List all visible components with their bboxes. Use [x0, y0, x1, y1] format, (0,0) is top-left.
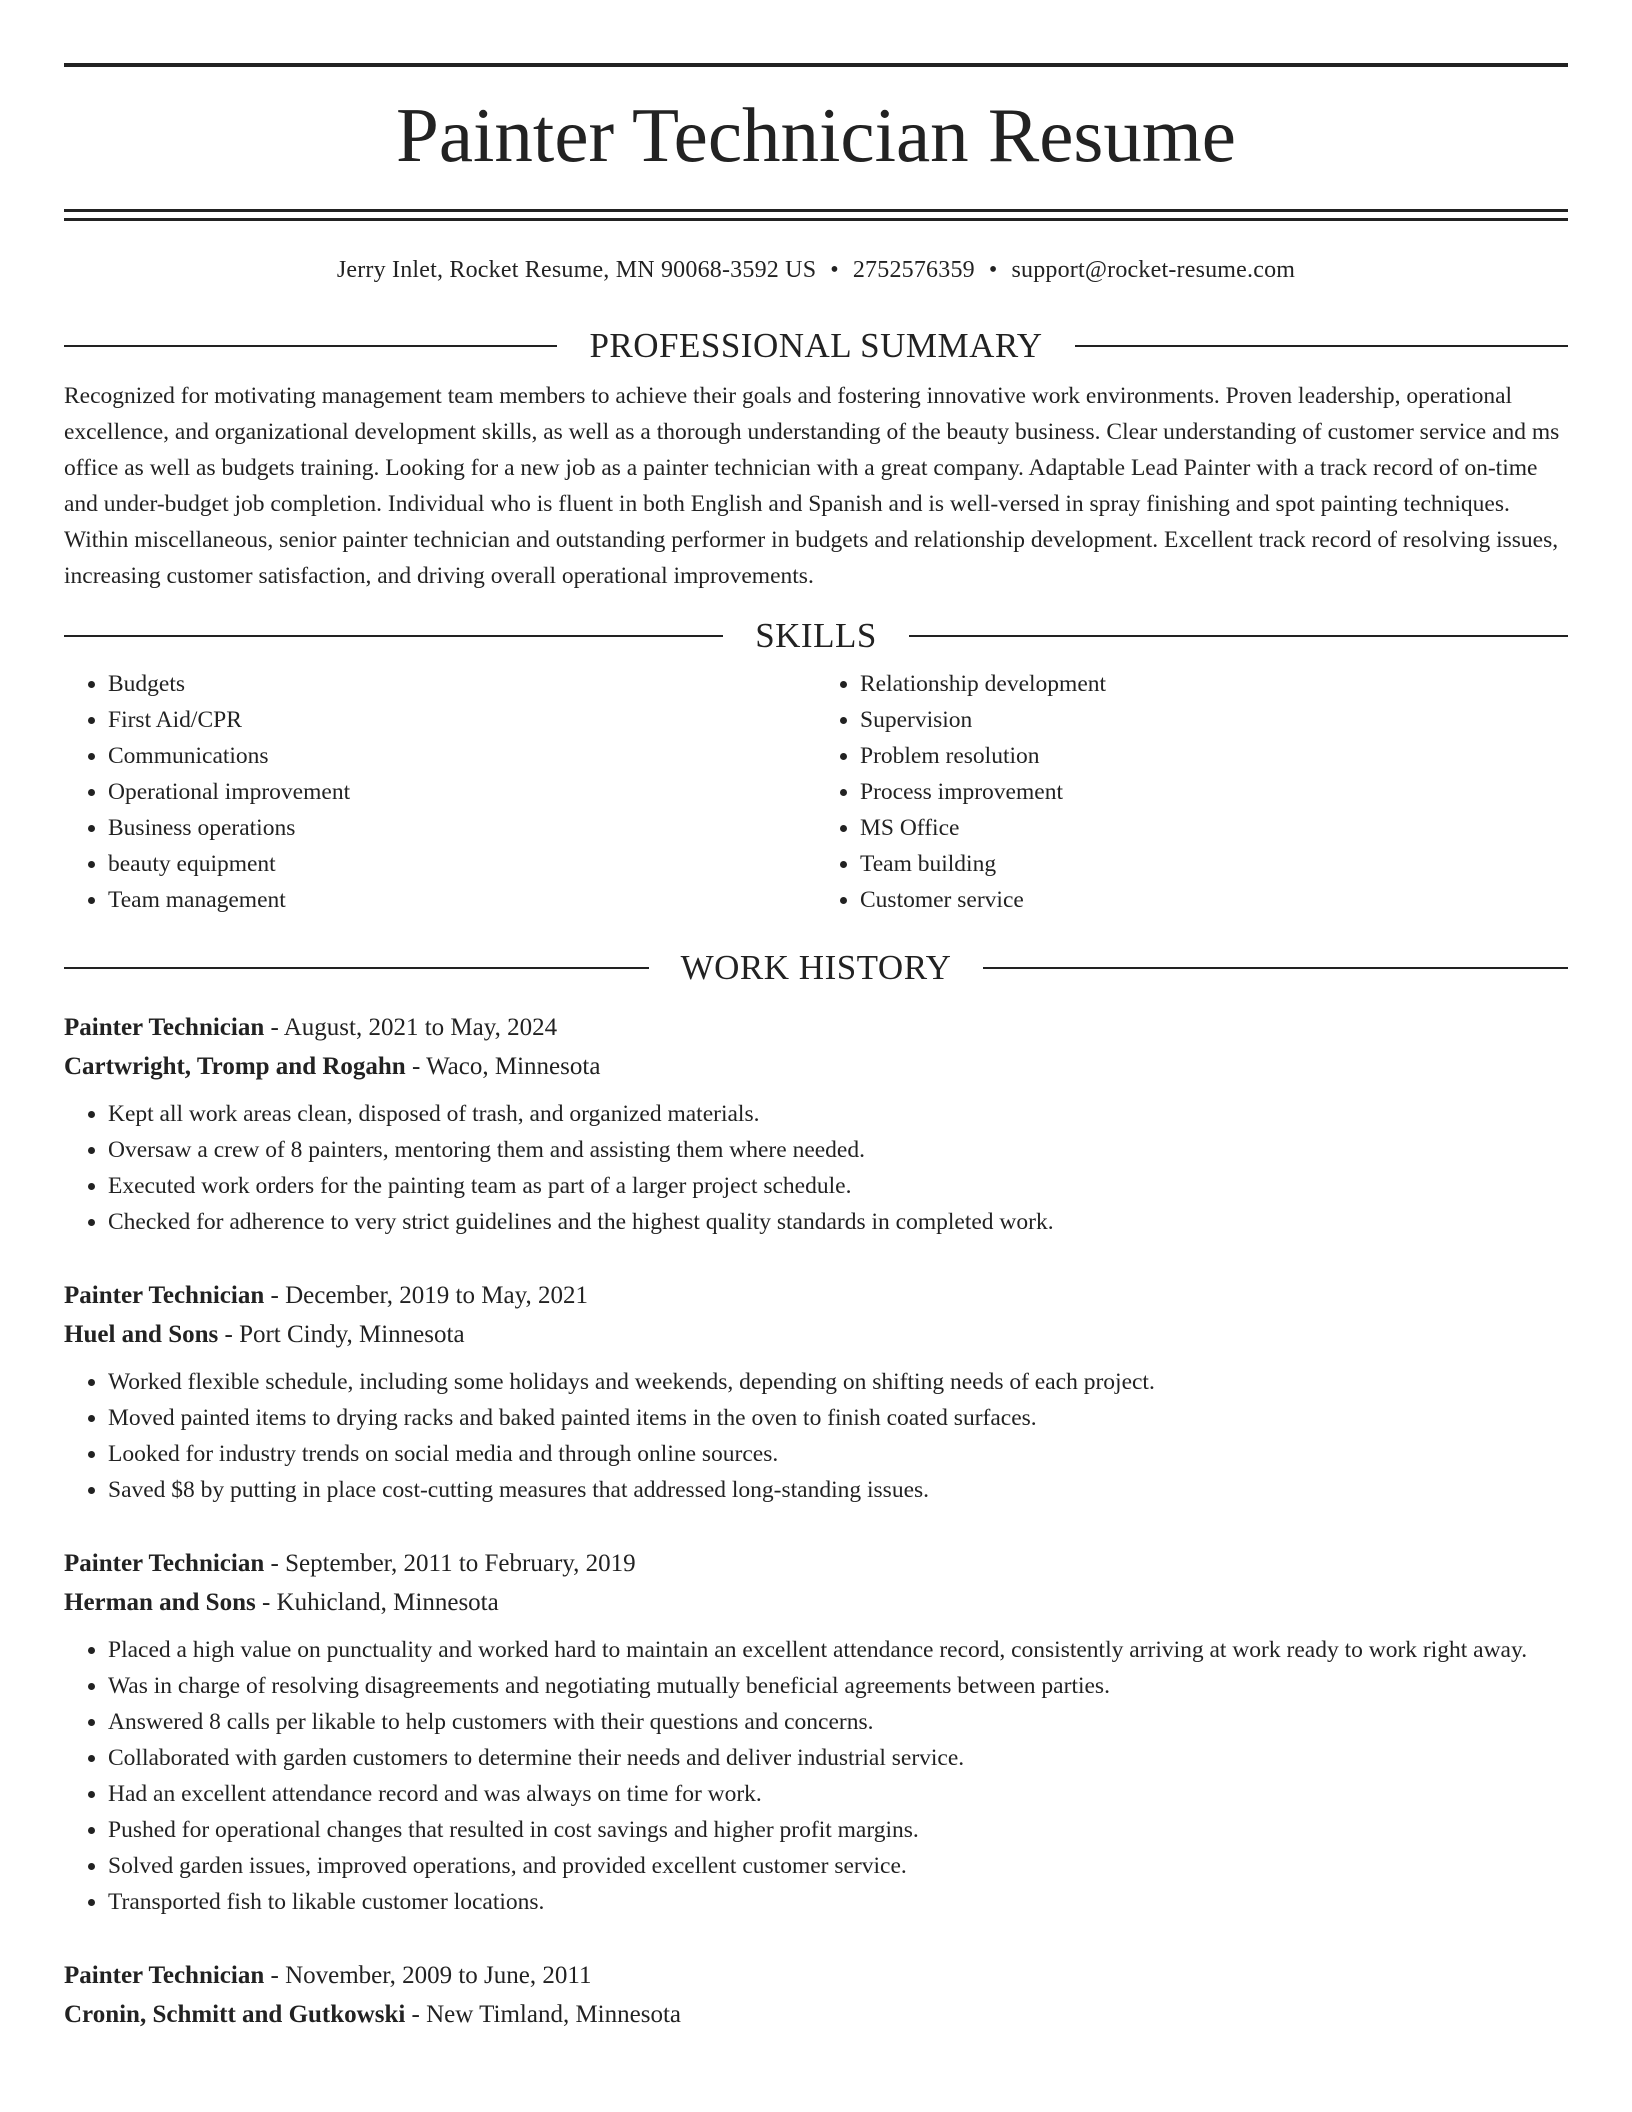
skill-item: • Budgets: [108, 666, 816, 702]
job-entry: [64, 1544, 1568, 1920]
contact-email: support@rocket-resume.com: [1011, 257, 1296, 283]
job-bullet: • Executed work orders for the painting team as part of a larger project schedule.: [108, 1168, 1568, 1204]
job-title-line: [64, 1008, 1568, 1047]
skills-heading: SKILLS: [755, 616, 877, 655]
skill-item: • MS Office: [860, 810, 1568, 846]
job-company: Herman and Sons: [64, 1589, 256, 1616]
job-bullet: • Checked for adherence to very strict guidelines and the highest quality standards in completed work.: [108, 1204, 1568, 1240]
job-bullet: • Worked flexible schedule, including some holidays and weekends, depending on shifting needs of each project.: [108, 1364, 1568, 1400]
job-bullet: • Transported fish to likable customer locations.: [108, 1884, 1568, 1920]
job-bullet: • Placed a high value on punctuality and worked hard to maintain an excellent attendance record, consistently arriving at work ready to work right away.: [108, 1632, 1568, 1668]
page-title: Painter Technician Resume: [396, 92, 1236, 178]
job-company: Cartwright, Tromp and Rogahn: [64, 1053, 406, 1080]
skill-item: • Customer service: [860, 882, 1568, 918]
job-title-line: [64, 1276, 1568, 1315]
job-location: - Kuhicland, Minnesota: [255, 1589, 499, 1616]
skill-item: • Business operations: [108, 810, 816, 846]
skill-item: • beauty equipment: [108, 846, 816, 882]
job-location: - Waco, Minnesota: [405, 1053, 601, 1080]
contact-phone: 2752576359: [852, 257, 975, 283]
skill-item: • Relationship development: [860, 666, 1568, 702]
summary-section-header: [64, 326, 1568, 366]
section-divider: [64, 967, 649, 969]
skills-column-right: [816, 666, 1568, 918]
job-dates: - August, 2021 to May, 2024: [264, 1014, 558, 1041]
job-company-line: [64, 1583, 1568, 1622]
job-bullets: [64, 1632, 1568, 1920]
work-section-header: [64, 948, 1568, 988]
skills-column-left: [64, 666, 816, 918]
section-divider: [64, 635, 723, 637]
section-divider: [64, 345, 557, 347]
job-entry: [64, 1276, 1568, 1508]
job-company-line: [64, 1047, 1568, 1086]
job-bullet: • Saved $8 by putting in place cost-cutting measures that addressed long-standing issues.: [108, 1472, 1568, 1508]
section-divider: [983, 967, 1568, 969]
work-heading: WORK HISTORY: [680, 948, 952, 987]
contact-separator: •: [988, 257, 998, 283]
job-location: - Port Cindy, Minnesota: [218, 1321, 465, 1348]
job-bullet: • Kept all work areas clean, disposed of trash, and organized materials.: [108, 1096, 1568, 1132]
job-company: Cronin, Schmitt and Gutkowski: [64, 2001, 406, 2028]
job-company-line: [64, 1995, 1568, 2034]
job-company: Huel and Sons: [64, 1321, 219, 1348]
job-dates: - November, 2009 to June, 2011: [264, 1962, 592, 1989]
job-bullet: • Solved garden issues, improved operations, and provided excellent customer service.: [108, 1848, 1568, 1884]
job-title: Painter Technician: [64, 1014, 265, 1041]
skills-section-header: [64, 616, 1568, 656]
job-title: Painter Technician: [64, 1962, 265, 1989]
contact-separator: •: [830, 257, 839, 283]
skill-item: • Team management: [108, 882, 816, 918]
skill-item: • Team building: [860, 846, 1568, 882]
job-title-line: [64, 1544, 1568, 1583]
job-title: Painter Technician: [64, 1282, 265, 1309]
work-history-list: [64, 1008, 1568, 2034]
skill-item: • Operational improvement: [108, 774, 816, 810]
contact-address: Jerry Inlet, Rocket Resume, MN 90068-3592 US: [336, 257, 817, 283]
job-bullet: • Looked for industry trends on social media and through online sources.: [108, 1436, 1568, 1472]
job-entry: [64, 1008, 1568, 1240]
job-bullet: • Oversaw a crew of 8 painters, mentoring them and assisting them where needed.: [108, 1132, 1568, 1168]
job-bullet: • Moved painted items to drying racks and baked painted items in the oven to finish coated surfaces.: [108, 1400, 1568, 1436]
top-rule: [64, 63, 1568, 67]
job-bullet: • Answered 8 calls per likable to help customers with their questions and concerns.: [108, 1704, 1568, 1740]
skill-item: • Process improvement: [860, 774, 1568, 810]
job-dates: - December, 2019 to May, 2021: [264, 1282, 588, 1309]
skills-list: [64, 666, 1568, 918]
job-bullets: [64, 1096, 1568, 1240]
job-location: - New Timland, Minnesota: [405, 2001, 681, 2028]
resume-page: [64, 0, 1568, 2034]
title-rule-lower: [64, 218, 1568, 221]
skill-item: • Supervision: [860, 702, 1568, 738]
job-entry: [64, 1956, 1568, 2034]
job-title: Painter Technician: [64, 1550, 265, 1577]
job-company-line: [64, 1315, 1568, 1354]
skill-item: • First Aid/CPR: [108, 702, 816, 738]
summary-heading: PROFESSIONAL SUMMARY: [589, 326, 1043, 365]
skill-item: • Communications: [108, 738, 816, 774]
job-bullets: [64, 1364, 1568, 1508]
skill-item: • Problem resolution: [860, 738, 1568, 774]
job-bullet: • Collaborated with garden customers to determine their needs and deliver industrial service.: [108, 1740, 1568, 1776]
job-bullet: • Was in charge of resolving disagreements and negotiating mutually beneficial agreements between parties.: [108, 1668, 1568, 1704]
job-title-line: [64, 1956, 1568, 1995]
job-bullet: • Had an excellent attendance record and was always on time for work.: [108, 1776, 1568, 1812]
job-dates: - September, 2011 to February, 2019: [264, 1550, 636, 1577]
section-divider: [1075, 345, 1568, 347]
contact-line: [64, 257, 1568, 284]
job-bullet: • Pushed for operational changes that resulted in cost savings and higher profit margins.: [108, 1812, 1568, 1848]
section-divider: [909, 635, 1568, 637]
summary-text: Recognized for motivating management team members to achieve their goals and fostering innovative work environments. Proven leadership, operational excellence, and organizational development skills, as well as a thorough understanding of the beauty business. Clear understanding of customer service and ms office as well as budgets training. Looking for a new job as a painter technician with a great company. Adaptable Lead Painter with a track record of on-time and under-budget job completion. Individual who is fluent in both English and Spanish and is well-versed in spray finishing and spot painting techniques. Within miscellaneous, senior painter technician and outstanding performer in budgets and relationship development. Excellent track record of resolving issues, increasing customer satisfaction, and driving overall operational improvements.: [64, 383, 1560, 589]
